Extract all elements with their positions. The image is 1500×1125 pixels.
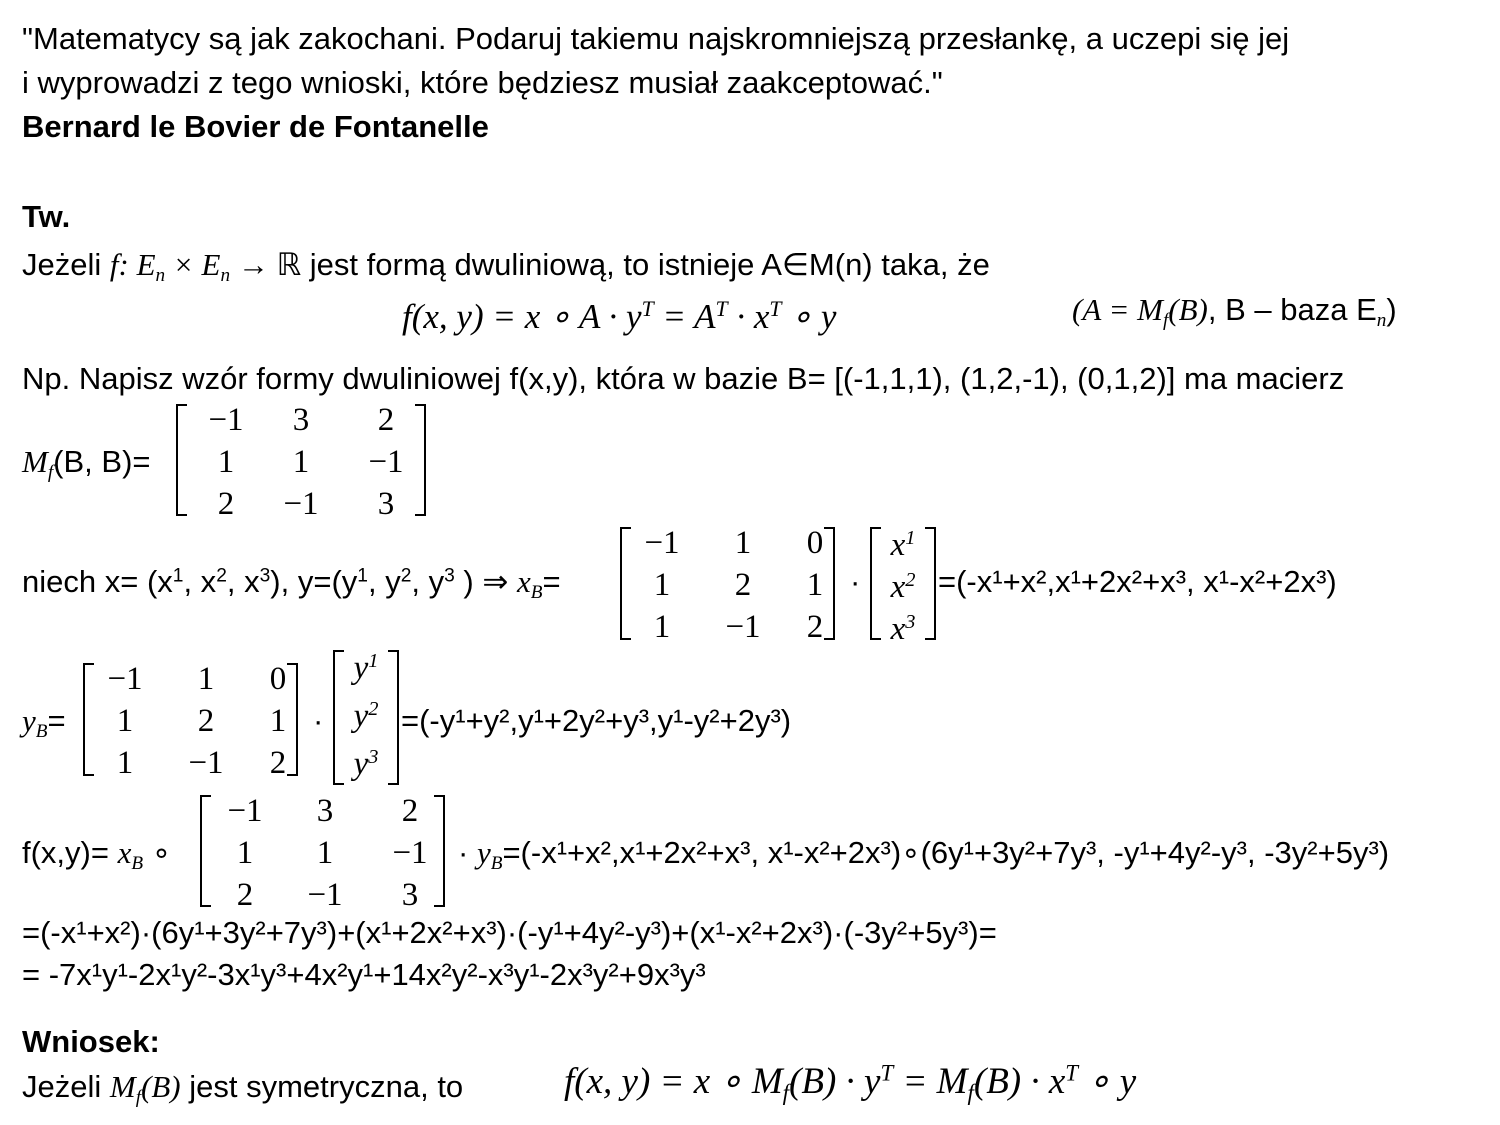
basis-y-cell: 1	[116, 703, 134, 739]
x-vector	[870, 526, 936, 647]
mf2-cell: 3	[401, 877, 419, 913]
basis-y-cell: 1	[116, 745, 134, 781]
mf2-cell: 2	[401, 793, 419, 829]
mf-cell: 3	[377, 486, 395, 522]
statement-f: f	[109, 247, 119, 282]
conclusion-formula: f(x, y) = x ∘ $M_f(B) \cdot y^T = M_f(B) \cdot x^T$ ∘ y	[564, 1060, 1137, 1105]
left-bracket	[83, 663, 94, 776]
mf-cell: 2	[377, 402, 395, 438]
mf2-cell: −1	[392, 835, 428, 871]
quote-line-1: "Matematycy są jak zakochani. Podaruj takiemu najskromniejszą przesłankę, a uczepi się jej	[22, 21, 1290, 56]
basis-x-cell: 1	[653, 609, 671, 645]
mf2-cell: 2	[236, 877, 254, 913]
basis-y-cell: 2	[269, 745, 287, 781]
right-bracket	[925, 527, 936, 640]
dot-y: ·	[313, 703, 324, 738]
mf-matrix	[176, 402, 426, 522]
real-numbers-symbol: ℝ	[276, 247, 302, 282]
basis-x-cell: −1	[725, 609, 761, 645]
left-bracket	[333, 650, 344, 785]
basis-y-cell: −1	[107, 661, 143, 697]
left-bracket	[176, 404, 187, 516]
theorem-heading: Tw.	[22, 199, 71, 234]
basis-y-cell: 1	[197, 661, 215, 697]
basis-x-cell: 2	[734, 567, 752, 603]
yb-label: $y_B=$	[22, 703, 66, 742]
quote-line-2: i wyprowadzi z tego wnioski, które będziesz musiał zaakceptować."	[22, 65, 943, 100]
statement-mid: jest formą dwuliniową, to istnieje A	[301, 247, 782, 282]
x-vector-entry: $x^2$	[890, 568, 916, 605]
basis-x-cell: 1	[734, 525, 752, 561]
left-bracket	[200, 795, 211, 907]
x-vector-entry: $x^3$	[890, 610, 916, 647]
basis-x-cell: 0	[806, 525, 824, 561]
basis-y-cell: 2	[197, 703, 215, 739]
y-vector-entry: $y^1$	[353, 649, 379, 686]
element-of-symbol: ∈	[781, 247, 809, 282]
quote-author: Bernard le Bovier de Fontanelle	[22, 109, 489, 144]
mf-cell: −1	[368, 444, 404, 480]
final-line: = -7x¹y¹-2x¹y²-3x¹y³+4x²y¹+14x²y²-x³y¹-2x³y²+9x³y³	[22, 957, 706, 992]
y-vector	[333, 650, 399, 785]
statement-suffix: M(n) taka, że	[808, 247, 990, 282]
example-task: Np. Napisz wzór formy dwuliniowej f(x,y), która w bazie B= [(-1,1,1), (1,2,-1), (0,1,2)] ma macierz	[22, 361, 1345, 396]
left-bracket	[870, 527, 881, 640]
mf-matrix-2	[200, 793, 445, 913]
basis-matrix-y	[83, 661, 298, 781]
mf-cell: 3	[292, 402, 310, 438]
basis-x-cell: 1	[653, 567, 671, 603]
y-result: =(-y¹+y²,y¹+2y²+y³,y¹-y²+2y³)	[401, 703, 792, 738]
niech-line: niech $x= (x^1$, $x^2$, $x^3$), $y=(y^1$, $y^2$, $y^3$ ) ⇒ $x_B=$	[22, 564, 561, 603]
expand-line: =(-x¹+x²)·(6y¹+3y²+7y³)+(x¹+2x²+x³)·(-y¹+4y²-y³)+(x¹-x²+2x³)·(-3y²+5y³)=	[22, 915, 997, 950]
mf-cell: 1	[292, 444, 310, 480]
basis-x-cell: 2	[806, 609, 824, 645]
theorem-formula: f(x, y) = x ∘ $A \cdot y^T = A^T \cdot x^T$ ∘ y	[402, 297, 837, 336]
mf2-cell: −1	[227, 793, 263, 829]
basis-y-cell: 1	[269, 703, 287, 739]
x-vector-entry: $x^1$	[890, 526, 916, 563]
x-result: =(-x¹+x²,x¹+2x²+x³, x¹-x²+2x³)	[938, 564, 1337, 599]
y-vector-entry: $y^3$	[353, 745, 379, 782]
right-bracket	[287, 663, 298, 776]
mf2-cell: −1	[307, 877, 343, 913]
right-bracket	[415, 404, 426, 516]
conclusion-statement: Jeżeli $M_f(B)$ jest symetryczna, to	[22, 1069, 464, 1108]
mf2-cell: 1	[316, 835, 334, 871]
mf2-cell: 3	[316, 793, 334, 829]
left-bracket	[620, 527, 631, 640]
mf-cell: −1	[208, 402, 244, 438]
mf2-cell: 1	[236, 835, 254, 871]
statement-domain: : $E_n \times E_n$ →	[118, 247, 277, 286]
theorem-note: ($A = M_f(B)$, B – baza $E_n$)	[1072, 292, 1397, 331]
mf-cell: 2	[217, 486, 235, 522]
mf-cell: −1	[283, 486, 319, 522]
right-bracket	[824, 527, 835, 640]
fxy-result: · $y_B=(-x^1+x^2,x^1+2x^2+x^3$, x¹-x²+2x³)∘(6y¹+3y²+7y³, -y¹+4y²-y³, -3y²+5y³)	[458, 835, 1390, 874]
right-bracket	[434, 795, 445, 907]
right-bracket	[388, 650, 399, 785]
basis-y-cell: 0	[269, 661, 287, 697]
statement-prefix: Jeżeli	[22, 247, 102, 282]
fxy-line: $f(x,y)= x_B$ ∘	[22, 835, 172, 874]
mf-label: $M_f(B$, B)=	[22, 444, 151, 483]
basis-x-cell: 1	[806, 567, 824, 603]
basis-x-cell: −1	[644, 525, 680, 561]
conclusion-heading: Wniosek:	[22, 1024, 160, 1059]
mf-cell: 1	[217, 444, 235, 480]
basis-y-cell: −1	[188, 745, 224, 781]
y-vector-entry: $y^2$	[353, 697, 379, 734]
dot-x: ·	[850, 564, 861, 599]
theorem-statement	[22, 247, 990, 286]
basis-matrix-x	[620, 525, 835, 645]
